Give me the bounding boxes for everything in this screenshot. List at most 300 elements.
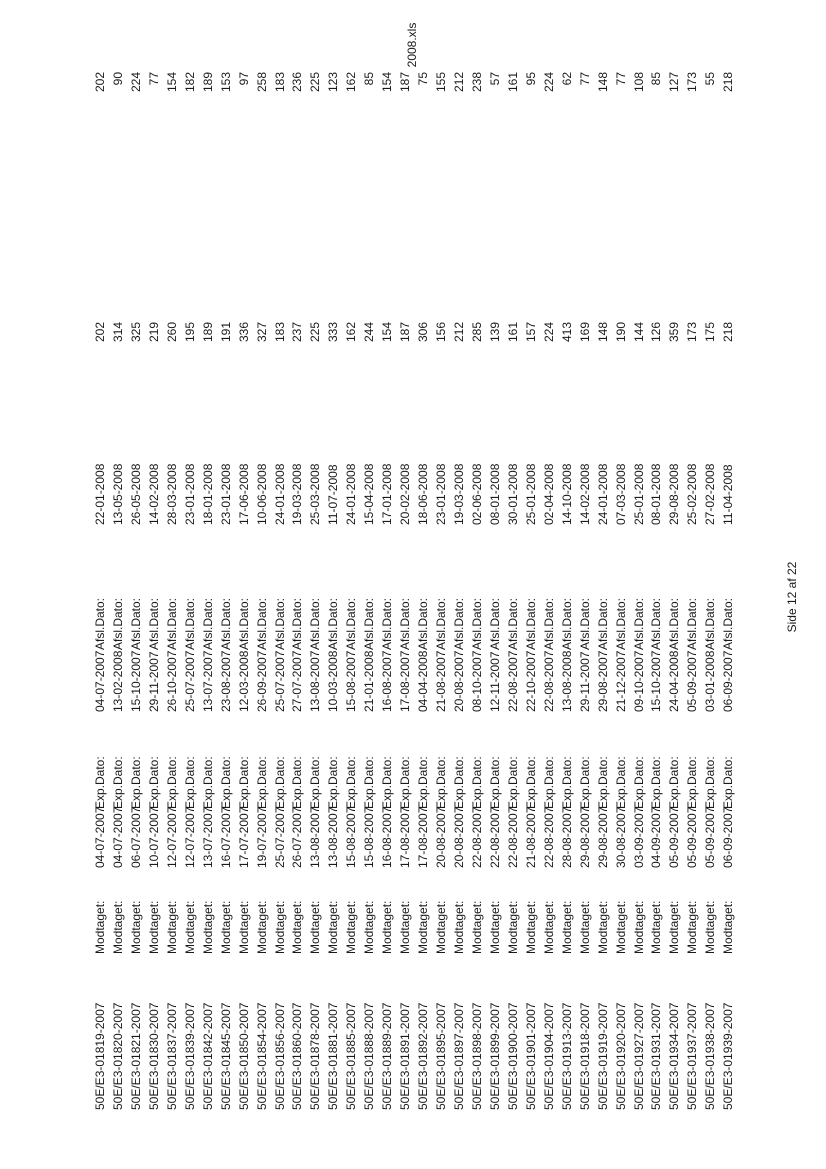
remaining-days: 153 (218, 72, 233, 93)
table-row (110, 70, 126, 1110)
exp-label: Exp.Dato: (721, 756, 736, 809)
exp-label: Exp.Dato: (326, 756, 341, 809)
afsl-date: 07-03-2008 (613, 463, 628, 525)
exp-date: 29-11-2007 (577, 651, 592, 712)
total-days: 285 (469, 322, 484, 343)
afsl-label: Afsl.Dato: (362, 597, 377, 650)
total-days: 212 (452, 322, 466, 343)
header-title: 2008.xls (405, 22, 419, 68)
total-days: 327 (254, 322, 269, 343)
exp-label: Exp.Dato: (703, 756, 718, 809)
remaining-days: 154 (380, 72, 395, 93)
exp-date: 03-01-2008 (703, 650, 718, 712)
total-days: 173 (685, 322, 700, 343)
exp-label: Exp.Dato: (308, 756, 323, 809)
total-days: 189 (200, 322, 215, 343)
received-date: 15-08-2007 (344, 806, 359, 868)
page-number: Side 12 af 22 (785, 561, 799, 633)
total-days: 195 (182, 322, 197, 343)
afsl-date: 14-02-2008 (577, 463, 592, 525)
afsl-date: 11-07-2008 (326, 464, 341, 525)
table-row (272, 70, 288, 1110)
total-days: 260 (164, 322, 179, 343)
remaining-days: 85 (649, 72, 664, 86)
afsl-label: Afsl.Dato: (667, 597, 682, 650)
received-date: 17-07-2007 (236, 806, 251, 868)
exp-date: 29-08-2007 (595, 650, 610, 712)
table-row (487, 70, 503, 1110)
exp-date: 20-08-2007 (452, 650, 466, 712)
remaining-days: 127 (667, 72, 682, 93)
afsl-date: 29-08-2008 (667, 463, 682, 525)
case-id: 50E/E3-01854-2007 (254, 1002, 269, 1110)
afsl-date: 24-01-2008 (272, 463, 287, 525)
afsl-label: Afsl.Dato: (452, 597, 466, 650)
received-date: 12-07-2007 (182, 806, 197, 868)
case-id: 50E/E3-01898-2007 (469, 1002, 484, 1110)
afsl-label: Afsl.Dato: (559, 597, 574, 650)
afsl-label: Afsl.Dato: (416, 597, 431, 650)
received-date: 12-07-2007 (164, 806, 179, 868)
afsl-date: 30-01-2008 (505, 463, 520, 525)
case-id: 50E/E3-01897-2007 (452, 1002, 466, 1110)
table-row (613, 70, 629, 1110)
exp-label: Exp.Dato: (416, 756, 431, 809)
total-days: 237 (290, 322, 305, 343)
remaining-days: 173 (685, 72, 700, 93)
exp-label: Exp.Dato: (523, 756, 538, 809)
afsl-date: 14-02-2008 (146, 463, 161, 525)
remaining-days: 148 (595, 72, 610, 93)
afsl-label: Afsl.Dato: (344, 597, 359, 650)
exp-date: 15-10-2007 (649, 650, 664, 712)
table-row (289, 70, 305, 1110)
case-id: 50E/E3-01927-2007 (631, 1002, 646, 1110)
remaining-days: 189 (200, 72, 215, 93)
remaining-days: 161 (505, 72, 520, 93)
table-row (182, 70, 198, 1110)
received-date: 16-07-2007 (218, 806, 233, 868)
received-label: Modtaget: (487, 900, 502, 954)
case-id: 50E/E3-01888-2007 (362, 1002, 377, 1110)
exp-date: 12-03-2008 (236, 650, 251, 712)
case-id: 50E/E3-01901-2007 (523, 1002, 538, 1110)
received-date: 16-08-2007 (380, 806, 395, 868)
received-label: Modtaget: (344, 900, 359, 954)
case-id: 50E/E3-01938-2007 (703, 1002, 718, 1110)
case-id: 50E/E3-01918-2007 (577, 1002, 592, 1110)
received-label: Modtaget: (452, 900, 466, 954)
table-row (648, 70, 664, 1110)
case-id: 50E/E3-01892-2007 (416, 1002, 431, 1110)
exp-date: 29-11-2007 (146, 651, 161, 712)
remaining-days: 258 (254, 72, 269, 93)
afsl-label: Afsl.Dato: (487, 597, 502, 650)
exp-label: Exp.Dato: (362, 756, 377, 809)
total-days: 306 (416, 322, 431, 343)
afsl-date: 19-03-2008 (452, 463, 466, 525)
afsl-date: 17-06-2008 (236, 463, 251, 525)
exp-date: 12-11-2007 (487, 651, 502, 712)
remaining-days: 62 (559, 72, 574, 86)
exp-date: 23-08-2007 (218, 650, 233, 712)
exp-date: 04-04-2008 (416, 650, 431, 712)
table-row (702, 70, 718, 1110)
remaining-days: 238 (469, 72, 484, 93)
received-label: Modtaget: (649, 900, 664, 954)
remaining-days: 212 (452, 72, 466, 93)
table-row (236, 70, 252, 1110)
afsl-label: Afsl.Dato: (236, 597, 251, 650)
table-row (307, 70, 323, 1110)
exp-date: 09-10-2007 (631, 650, 646, 712)
afsl-label: Afsl.Dato: (613, 597, 628, 650)
table-row (666, 70, 682, 1110)
exp-date: 22-08-2007 (505, 650, 520, 712)
exp-label: Exp.Dato: (110, 756, 125, 809)
table-row (631, 70, 647, 1110)
afsl-date: 28-03-2008 (164, 463, 179, 525)
afsl-label: Afsl.Dato: (290, 597, 305, 650)
exp-label: Exp.Dato: (272, 756, 287, 809)
remaining-days: 162 (344, 72, 359, 93)
afsl-label: Afsl.Dato: (146, 597, 161, 650)
exp-date: 13-07-2007 (200, 650, 215, 712)
remaining-days: 224 (128, 72, 143, 93)
received-date: 21-08-2007 (523, 806, 538, 868)
received-date: 17-08-2007 (416, 806, 431, 868)
received-date: 17-08-2007 (398, 806, 413, 868)
exp-date: 15-08-2007 (344, 650, 359, 712)
total-days: 161 (505, 322, 520, 343)
case-id: 50E/E3-01881-2007 (326, 1002, 341, 1110)
remaining-days: 85 (362, 72, 377, 86)
exp-date: 25-07-2007 (272, 650, 287, 712)
total-days: 202 (93, 322, 107, 343)
exp-label: Exp.Dato: (559, 756, 574, 809)
exp-label: Exp.Dato: (236, 756, 251, 809)
exp-date: 22-08-2007 (541, 650, 556, 712)
case-id: 50E/E3-01895-2007 (434, 1002, 449, 1110)
total-days: 336 (236, 322, 251, 343)
table-row (541, 70, 557, 1110)
exp-label: Exp.Dato: (649, 756, 664, 809)
remaining-days: 95 (523, 72, 538, 86)
afsl-date: 25-03-2008 (308, 463, 323, 525)
table-row (451, 70, 467, 1110)
afsl-date: 02-04-2008 (541, 463, 556, 525)
received-label: Modtaget: (164, 900, 179, 954)
case-id: 50E/E3-01839-2007 (182, 1002, 197, 1110)
table-row (361, 70, 377, 1110)
exp-label: Exp.Dato: (452, 756, 466, 809)
table-row (343, 70, 359, 1110)
case-id: 50E/E3-01842-2007 (200, 1002, 215, 1110)
afsl-label: Afsl.Dato: (577, 597, 592, 650)
exp-date: 21-12-2007 (613, 650, 628, 712)
received-label: Modtaget: (559, 900, 574, 954)
total-days: 156 (434, 322, 449, 343)
received-date: 10-07-2007 (146, 806, 161, 868)
total-days: 191 (218, 322, 233, 343)
exp-label: Exp.Dato: (398, 756, 413, 809)
total-days: 218 (721, 322, 736, 343)
received-date: 25-07-2007 (272, 806, 287, 868)
exp-label: Exp.Dato: (631, 756, 646, 809)
received-date: 03-09-2007 (631, 806, 646, 868)
remaining-days: 182 (182, 72, 197, 93)
case-id: 50E/E3-01885-2007 (344, 1002, 359, 1110)
afsl-label: Afsl.Dato: (128, 597, 143, 650)
afsl-label: Afsl.Dato: (649, 597, 664, 650)
case-id: 50E/E3-01900-2007 (505, 1002, 520, 1110)
remaining-days: 77 (613, 72, 628, 86)
received-label: Modtaget: (416, 900, 431, 954)
exp-label: Exp.Dato: (434, 756, 449, 809)
afsl-date: 24-01-2008 (595, 463, 610, 525)
received-date: 29-08-2007 (577, 806, 592, 868)
received-label: Modtaget: (128, 900, 143, 954)
afsl-date: 18-01-2008 (200, 463, 215, 525)
case-id: 50E/E3-01891-2007 (398, 1002, 413, 1110)
exp-date: 15-10-2007 (128, 650, 143, 712)
afsl-label: Afsl.Dato: (469, 597, 484, 650)
afsl-label: Afsl.Dato: (434, 597, 449, 650)
exp-label: Exp.Dato: (685, 756, 700, 809)
exp-label: Exp.Dato: (595, 756, 610, 809)
afsl-date: 02-06-2008 (469, 463, 484, 525)
received-date: 04-09-2007 (649, 806, 664, 868)
afsl-label: Afsl.Dato: (685, 597, 700, 650)
afsl-label: Afsl.Dato: (505, 597, 520, 650)
remaining-days: 55 (703, 72, 718, 86)
total-days: 139 (487, 322, 502, 343)
received-date: 13-07-2007 (200, 806, 215, 868)
case-id: 50E/E3-01878-2007 (308, 1002, 323, 1110)
total-days: 154 (380, 322, 395, 343)
received-label: Modtaget: (398, 900, 413, 954)
exp-date: 22-10-2007 (523, 650, 538, 712)
received-label: Modtaget: (110, 900, 125, 954)
received-label: Modtaget: (146, 900, 161, 954)
remaining-days: 77 (146, 72, 161, 86)
table-row (684, 70, 700, 1110)
received-date: 26-07-2007 (290, 806, 305, 868)
table-row (397, 70, 413, 1110)
received-label: Modtaget: (595, 900, 610, 954)
table-row (92, 70, 108, 1110)
received-label: Modtaget: (326, 900, 341, 954)
total-days: 325 (128, 322, 143, 343)
exp-date: 27-07-2007 (290, 650, 305, 712)
case-id: 50E/E3-01821-2007 (128, 1002, 143, 1110)
case-id: 50E/E3-01920-2007 (613, 1002, 628, 1110)
exp-label: Exp.Dato: (577, 756, 592, 809)
total-days: 333 (326, 322, 341, 343)
exp-label: Exp.Dato: (487, 756, 502, 809)
received-label: Modtaget: (290, 900, 305, 954)
received-date: 19-07-2007 (254, 806, 269, 868)
total-days: 190 (613, 322, 628, 343)
afsl-date: 26-05-2008 (128, 463, 143, 525)
received-label: Modtaget: (380, 900, 395, 954)
received-label: Modtaget: (523, 900, 538, 954)
exp-date: 08-10-2007 (469, 650, 484, 712)
total-days: 126 (649, 322, 664, 343)
afsl-date: 17-01-2008 (380, 463, 395, 525)
received-label: Modtaget: (631, 900, 646, 954)
total-days: 169 (577, 322, 592, 343)
afsl-date: 23-01-2008 (182, 463, 197, 525)
afsl-label: Afsl.Dato: (703, 597, 718, 650)
afsl-label: Afsl.Dato: (523, 597, 538, 650)
case-id: 50E/E3-01860-2007 (290, 1002, 305, 1110)
received-date: 05-09-2007 (667, 806, 682, 868)
exp-date: 26-09-2007 (254, 650, 269, 712)
afsl-label: Afsl.Dato: (254, 597, 269, 650)
remaining-days: 202 (93, 72, 107, 93)
exp-label: Exp.Dato: (541, 756, 556, 809)
remaining-days: 77 (577, 72, 592, 86)
afsl-date: 18-06-2008 (416, 463, 431, 525)
table-row (325, 70, 341, 1110)
remaining-days: 108 (631, 72, 646, 93)
afsl-label: Afsl.Dato: (218, 597, 233, 650)
received-label: Modtaget: (272, 900, 287, 954)
case-id: 50E/E3-01820-2007 (110, 1002, 125, 1110)
total-days: 359 (667, 322, 682, 343)
total-days: 314 (110, 322, 125, 343)
exp-date: 05-09-2007 (685, 650, 700, 712)
received-date: 06-09-2007 (721, 806, 736, 868)
afsl-label: Afsl.Dato: (326, 597, 341, 650)
table-row (559, 70, 575, 1110)
received-date: 20-08-2007 (434, 806, 449, 868)
exp-label: Exp.Dato: (128, 756, 143, 809)
afsl-date: 08-01-2008 (487, 463, 502, 525)
table-row (254, 70, 270, 1110)
exp-label: Exp.Dato: (290, 756, 305, 809)
table-row (128, 70, 144, 1110)
received-label: Modtaget: (541, 900, 556, 954)
received-label: Modtaget: (200, 900, 215, 954)
exp-date: 21-08-2007 (434, 650, 449, 712)
received-date: 28-08-2007 (559, 806, 574, 868)
total-days: 144 (631, 322, 646, 343)
remaining-days: 183 (272, 72, 287, 93)
afsl-label: Afsl.Dato: (721, 597, 736, 650)
exp-label: Exp.Dato: (667, 756, 682, 809)
exp-label: Exp.Dato: (469, 756, 484, 809)
received-date: 22-08-2007 (541, 806, 556, 868)
afsl-label: Afsl.Dato: (110, 597, 125, 650)
exp-label: Exp.Dato: (344, 756, 359, 809)
received-label: Modtaget: (254, 900, 269, 954)
exp-date: 25-07-2007 (182, 650, 197, 712)
table-row (523, 70, 539, 1110)
table-row (505, 70, 521, 1110)
afsl-label: Afsl.Dato: (200, 597, 215, 650)
received-label: Modtaget: (93, 900, 107, 954)
case-id: 50E/E3-01904-2007 (541, 1002, 556, 1110)
received-date: 22-08-2007 (469, 806, 484, 868)
exp-label: Exp.Dato: (182, 756, 197, 809)
table-row (200, 70, 216, 1110)
received-date: 29-08-2007 (595, 806, 610, 868)
case-id: 50E/E3-01934-2007 (667, 1002, 682, 1110)
case-id: 50E/E3-01919-2007 (595, 1002, 610, 1110)
remaining-days: 123 (326, 72, 341, 93)
table-row (146, 70, 162, 1110)
remaining-days: 187 (398, 72, 413, 93)
case-id: 50E/E3-01830-2007 (146, 1002, 161, 1110)
case-id: 50E/E3-01889-2007 (380, 1002, 395, 1110)
received-date: 22-08-2007 (487, 806, 502, 868)
afsl-date: 23-01-2008 (434, 463, 449, 525)
afsl-label: Afsl.Dato: (308, 597, 323, 650)
exp-date: 13-02-2008 (110, 650, 125, 712)
table-row (164, 70, 180, 1110)
received-date: 05-09-2007 (703, 806, 718, 868)
afsl-label: Afsl.Dato: (541, 597, 556, 650)
received-date: 05-09-2007 (685, 806, 700, 868)
table-row (595, 70, 611, 1110)
table-row (577, 70, 593, 1110)
afsl-label: Afsl.Dato: (93, 597, 107, 650)
remaining-days: 218 (721, 72, 736, 93)
received-label: Modtaget: (505, 900, 520, 954)
case-id: 50E/E3-01856-2007 (272, 1002, 287, 1110)
table-row (218, 70, 234, 1110)
exp-label: Exp.Dato: (93, 756, 107, 809)
total-days: 148 (595, 322, 610, 343)
afsl-date: 27-02-2008 (703, 463, 718, 525)
exp-date: 17-08-2007 (398, 650, 413, 712)
total-days: 413 (559, 322, 574, 343)
afsl-label: Afsl.Dato: (595, 597, 610, 650)
exp-label: Exp.Dato: (164, 756, 179, 809)
received-date: 22-08-2007 (505, 806, 520, 868)
afsl-label: Afsl.Dato: (272, 597, 287, 650)
received-date: 20-08-2007 (452, 806, 466, 868)
exp-date: 13-08-2007 (308, 650, 323, 712)
afsl-label: Afsl.Dato: (380, 597, 395, 650)
afsl-date: 15-04-2008 (362, 463, 377, 525)
afsl-date: 20-02-2008 (398, 463, 413, 525)
case-id: 50E/E3-01931-2007 (649, 1002, 664, 1110)
total-days: 244 (362, 322, 377, 343)
received-label: Modtaget: (469, 900, 484, 954)
table-row (415, 70, 431, 1110)
received-label: Modtaget: (667, 900, 682, 954)
exp-date: 16-08-2007 (380, 650, 395, 712)
afsl-date: 25-01-2008 (523, 463, 538, 525)
received-label: Modtaget: (685, 900, 700, 954)
received-date: 04-07-2007 (110, 806, 125, 868)
remaining-days: 155 (434, 72, 449, 93)
afsl-date: 10-06-2008 (254, 463, 269, 525)
case-id: 50E/E3-01850-2007 (236, 1002, 251, 1110)
remaining-days: 154 (164, 72, 179, 93)
total-days: 157 (523, 322, 538, 343)
exp-date: 24-04-2008 (667, 650, 682, 712)
received-date: 15-08-2007 (362, 806, 377, 868)
remaining-days: 225 (308, 72, 323, 93)
case-id: 50E/E3-01899-2007 (487, 1002, 502, 1110)
exp-date: 21-01-2008 (362, 650, 377, 712)
table-row (469, 70, 485, 1110)
afsl-date: 25-01-2008 (631, 463, 646, 525)
